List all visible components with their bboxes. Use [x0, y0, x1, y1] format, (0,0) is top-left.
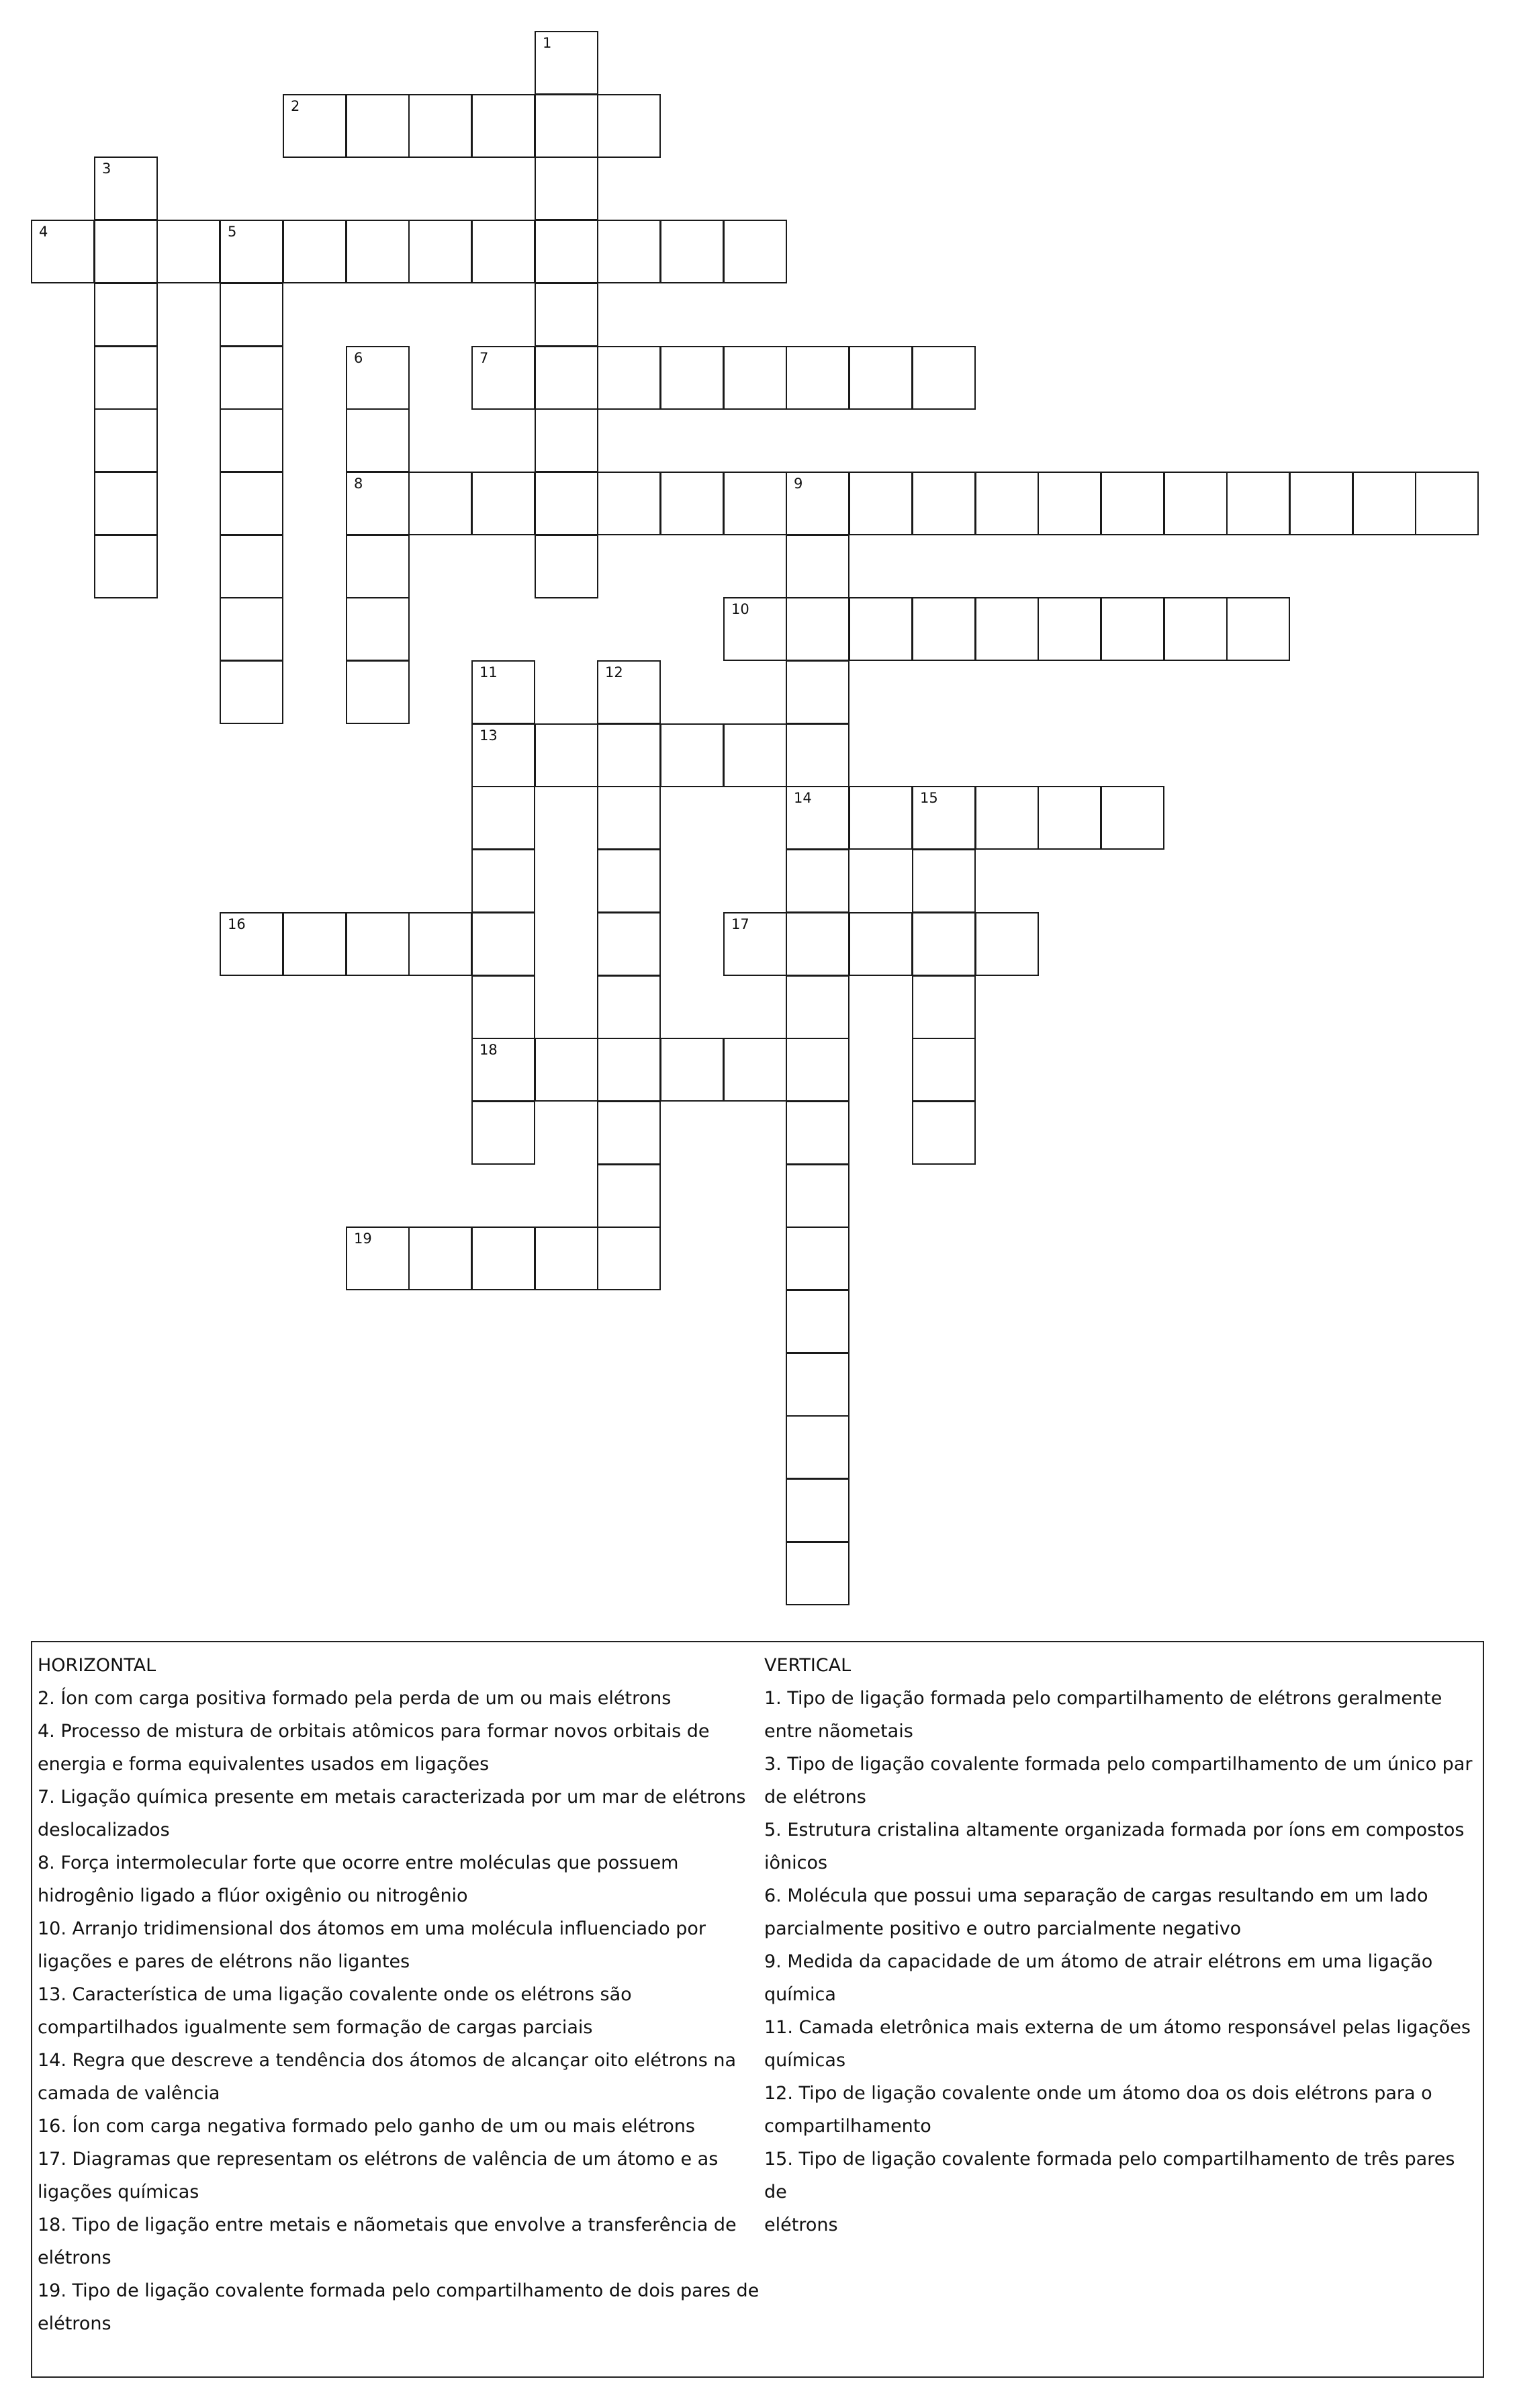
grid-cell[interactable] — [535, 94, 598, 158]
grid-cell[interactable] — [660, 220, 724, 283]
clue-line: 6. Molécula que possui uma separação de cargas resultando em um lado — [764, 1885, 1428, 1906]
grid-cell[interactable] — [912, 597, 976, 661]
grid-cell[interactable] — [786, 912, 850, 976]
clue-line: iônicos — [764, 1853, 828, 1873]
grid-cell[interactable] — [660, 472, 724, 535]
clue-number: 2 — [291, 98, 300, 114]
grid-cell[interactable] — [535, 220, 598, 283]
clue-line: 12. Tipo de ligação covalente onde um átomo doa os dois elétrons para o — [764, 2083, 1432, 2104]
grid-cell[interactable] — [786, 1164, 850, 1228]
clue-line: entre nãometais — [764, 1721, 913, 1742]
horizontal-clue-list — [38, 1682, 770, 2340]
horizontal-clue — [38, 2110, 770, 2143]
grid-cell[interactable] — [283, 220, 347, 283]
grid-cell[interactable] — [346, 472, 410, 535]
clue-line: químicas — [764, 2050, 846, 2071]
clue-number: 17 — [731, 916, 749, 932]
grid-cell[interactable] — [597, 660, 661, 724]
clue-line: 7. Ligação química presente em metais caracterizada por um mar de elétrons — [38, 1787, 746, 1808]
grid-cell[interactable] — [535, 408, 598, 472]
grid-cell[interactable] — [156, 220, 220, 283]
clue-number: 18 — [479, 1042, 498, 1058]
clue-line: elétrons — [38, 2247, 111, 2268]
clue-line: camada de valência — [38, 2083, 220, 2104]
clue-line: 1. Tipo de ligação formada pelo compartilhamento de elétrons geralmente — [764, 1688, 1442, 1709]
grid-cell[interactable] — [597, 1101, 661, 1165]
grid-cell[interactable] — [1101, 597, 1164, 661]
clue-line: parcialmente positivo e outro parcialmente negativo — [764, 1918, 1242, 1939]
grid-cell[interactable] — [408, 1227, 472, 1290]
grid-cell[interactable] — [912, 849, 976, 913]
grid-cell[interactable] — [723, 346, 787, 410]
grid-cell[interactable] — [786, 786, 850, 850]
grid-cell[interactable] — [660, 346, 724, 410]
clues-box — [31, 1641, 1484, 2378]
grid-cell[interactable] — [346, 660, 410, 724]
grid-cell[interactable] — [912, 1101, 976, 1165]
grid-cell[interactable] — [535, 535, 598, 598]
grid-cell[interactable] — [723, 472, 787, 535]
grid-cell[interactable] — [786, 535, 850, 598]
grid-cell[interactable] — [94, 157, 158, 220]
grid-cell[interactable] — [535, 472, 598, 535]
grid-cell[interactable] — [849, 346, 913, 410]
grid-cell[interactable] — [849, 912, 913, 976]
grid-cell[interactable] — [471, 472, 535, 535]
grid-cell[interactable] — [1101, 786, 1164, 850]
clue-line: química — [764, 1984, 836, 2005]
grid-cell[interactable] — [220, 283, 283, 347]
grid-cell[interactable] — [849, 472, 913, 535]
vertical-clues — [764, 1649, 1476, 2241]
grid-cell[interactable] — [660, 723, 724, 787]
grid-cell[interactable] — [597, 975, 661, 1039]
grid-cell[interactable] — [94, 408, 158, 472]
vertical-clue — [764, 2143, 1476, 2241]
clue-line: 5. Estrutura cristalina altamente organizada formada por íons em compostos — [764, 1820, 1465, 1840]
grid-cell[interactable] — [471, 1227, 535, 1290]
horizontal-clue — [38, 2274, 770, 2340]
vertical-clue — [764, 1879, 1476, 1945]
clue-line: 8. Força intermolecular forte que ocorre entre moléculas que possuem — [38, 1853, 679, 1873]
grid-cell[interactable] — [597, 1227, 661, 1290]
grid-cell[interactable] — [283, 912, 347, 976]
grid-cell[interactable] — [723, 723, 787, 787]
grid-cell[interactable] — [471, 660, 535, 724]
grid-cell[interactable] — [220, 660, 283, 724]
grid-cell[interactable] — [849, 786, 913, 850]
grid-cell[interactable] — [471, 723, 535, 787]
grid-cell[interactable] — [471, 1038, 535, 1102]
grid-cell[interactable] — [849, 597, 913, 661]
grid-cell[interactable] — [535, 1227, 598, 1290]
clue-line: ligações e pares de elétrons não ligantes — [38, 1951, 410, 1972]
grid-cell[interactable] — [408, 912, 472, 976]
clue-line: 16. Íon com carga negativa formado pelo ganho de um ou mais elétrons — [38, 2116, 695, 2137]
horizontal-clue — [38, 1846, 770, 1912]
clue-line: 17. Diagramas que representam os elétrons de valência de um átomo e as — [38, 2149, 719, 2170]
grid-cell[interactable] — [1164, 472, 1228, 535]
grid-cell[interactable] — [1289, 472, 1353, 535]
grid-cell[interactable] — [912, 346, 976, 410]
grid-cell[interactable] — [535, 1038, 598, 1102]
horizontal-clue — [38, 2143, 770, 2209]
clue-line: de elétrons — [764, 1787, 866, 1808]
vertical-clue — [764, 1814, 1476, 1879]
grid-cell[interactable] — [975, 912, 1039, 976]
grid-cell[interactable] — [220, 597, 283, 661]
grid-cell[interactable] — [786, 346, 850, 410]
clue-number: 8 — [354, 476, 363, 492]
grid-cell[interactable] — [597, 472, 661, 535]
grid-cell[interactable] — [1038, 597, 1101, 661]
vertical-clue — [764, 1945, 1476, 2011]
grid-cell[interactable] — [975, 472, 1039, 535]
vertical-clue — [764, 2077, 1476, 2143]
horizontal-clue — [38, 1781, 770, 1846]
grid-cell[interactable] — [786, 849, 850, 913]
clue-number: 10 — [731, 601, 749, 617]
grid-cell[interactable] — [94, 220, 158, 283]
vertical-clue-list — [764, 1682, 1476, 2241]
vertical-heading: VERTICAL — [764, 1655, 852, 1676]
grid-cell[interactable] — [535, 346, 598, 410]
grid-cell[interactable] — [786, 472, 850, 535]
grid-cell[interactable] — [346, 912, 410, 976]
clue-line: 11. Camada eletrônica mais externa de um átomo responsável pelas ligações — [764, 2017, 1471, 2038]
grid-cell[interactable] — [786, 1415, 850, 1479]
clue-number: 13 — [479, 727, 498, 744]
grid-cell[interactable] — [346, 220, 410, 283]
grid-cell[interactable] — [471, 94, 535, 158]
grid-cell[interactable] — [786, 1038, 850, 1102]
grid-cell[interactable] — [912, 975, 976, 1039]
grid-cell[interactable] — [220, 346, 283, 410]
clue-line: compartilhamento — [764, 2116, 931, 2137]
grid-cell[interactable] — [1038, 472, 1101, 535]
grid-cell[interactable] — [471, 220, 535, 283]
horizontal-clue — [38, 2044, 770, 2110]
grid-cell[interactable] — [31, 220, 95, 283]
clue-line: compartilhados igualmente sem formação de cargas parciais — [38, 2017, 593, 2038]
horizontal-clue — [38, 2209, 770, 2274]
grid-cell[interactable] — [346, 408, 410, 472]
vertical-clue — [764, 2011, 1476, 2077]
grid-cell[interactable] — [471, 912, 535, 976]
grid-cell[interactable] — [94, 535, 158, 598]
grid-cell[interactable] — [660, 1038, 724, 1102]
clue-line: 2. Íon com carga positiva formado pela perda de um ou mais elétrons — [38, 1688, 672, 1709]
clue-number: 14 — [794, 790, 812, 806]
clue-number: 9 — [794, 476, 803, 492]
grid-cell[interactable] — [912, 1038, 976, 1102]
grid-cell[interactable] — [912, 912, 976, 976]
grid-cell[interactable] — [471, 1101, 535, 1165]
horizontal-heading: HORIZONTAL — [38, 1655, 156, 1676]
grid-cell[interactable] — [220, 220, 283, 283]
vertical-clue — [764, 1748, 1476, 1814]
clue-number: 4 — [39, 224, 48, 240]
grid-cell[interactable] — [597, 346, 661, 410]
grid-cell[interactable] — [597, 849, 661, 913]
grid-cell[interactable] — [220, 535, 283, 598]
grid-cell[interactable] — [94, 283, 158, 347]
grid-cell[interactable] — [786, 1542, 850, 1605]
grid-cell[interactable] — [1352, 472, 1416, 535]
grid-cell[interactable] — [471, 849, 535, 913]
clue-line: 18. Tipo de ligação entre metais e nãometais que envolve a transferência de — [38, 2215, 737, 2235]
grid-cell[interactable] — [597, 94, 661, 158]
grid-cell[interactable] — [220, 912, 283, 976]
horizontal-clue — [38, 1978, 770, 2044]
grid-cell[interactable] — [786, 975, 850, 1039]
grid-cell[interactable] — [597, 786, 661, 850]
horizontal-clue — [38, 1912, 770, 1978]
grid-cell[interactable] — [723, 912, 787, 976]
grid-cell[interactable] — [786, 597, 850, 661]
grid-cell[interactable] — [723, 597, 787, 661]
clue-line: 15. Tipo de ligação covalente formada pelo compartilhamento de três pares de — [764, 2149, 1455, 2202]
clue-line: 14. Regra que descreve a tendência dos átomos de alcançar oito elétrons na — [38, 2050, 737, 2071]
clue-number: 6 — [354, 350, 363, 366]
grid-cell[interactable] — [535, 283, 598, 347]
grid-cell[interactable] — [912, 786, 976, 850]
horizontal-clue — [38, 1682, 770, 1715]
grid-cell[interactable] — [220, 408, 283, 472]
clue-line: energia e forma equivalentes usados em ligações — [38, 1754, 490, 1775]
clue-line: 13. Característica de uma ligação covalente onde os elétrons são — [38, 1984, 632, 2005]
grid-cell[interactable] — [1101, 472, 1164, 535]
grid-cell[interactable] — [723, 220, 787, 283]
grid-cell[interactable] — [471, 975, 535, 1039]
clue-number: 3 — [102, 161, 111, 177]
grid-cell[interactable] — [346, 535, 410, 598]
clue-number: 1 — [543, 35, 552, 51]
clue-line: 4. Processo de mistura de orbitais atômicos para formar novos orbitais de — [38, 1721, 710, 1742]
grid-cell[interactable] — [786, 723, 850, 787]
grid-cell[interactable] — [597, 912, 661, 976]
grid-cell[interactable] — [94, 346, 158, 410]
grid-cell[interactable] — [471, 346, 535, 410]
grid-cell[interactable] — [346, 1227, 410, 1290]
grid-cell[interactable] — [597, 220, 661, 283]
clue-number: 11 — [479, 664, 498, 680]
grid-cell[interactable] — [1226, 472, 1290, 535]
clue-number: 12 — [605, 664, 623, 680]
grid-cell[interactable] — [597, 723, 661, 787]
grid-cell[interactable] — [94, 472, 158, 535]
grid-cell[interactable] — [408, 94, 472, 158]
grid-cell[interactable] — [597, 1038, 661, 1102]
clue-line: 9. Medida da capacidade de um átomo de atrair elétrons em uma ligação — [764, 1951, 1433, 1972]
clue-line: ligações químicas — [38, 2182, 199, 2202]
grid-cell[interactable] — [535, 723, 598, 787]
grid-cell[interactable] — [535, 157, 598, 220]
clue-line: elétrons — [764, 2215, 838, 2235]
clue-number: 16 — [228, 916, 246, 932]
horizontal-clue — [38, 1715, 770, 1781]
grid-cell[interactable] — [535, 31, 598, 95]
grid-cell[interactable] — [283, 94, 347, 158]
grid-cell[interactable] — [408, 220, 472, 283]
grid-cell[interactable] — [786, 1353, 850, 1417]
grid-cell[interactable] — [408, 472, 472, 535]
grid-cell[interactable] — [597, 1164, 661, 1228]
grid-cell[interactable] — [786, 1478, 850, 1542]
grid-cell[interactable] — [912, 472, 976, 535]
clue-line: 10. Arranjo tridimensional dos átomos em uma molécula influenciado por — [38, 1918, 706, 1939]
clue-line: 19. Tipo de ligação covalente formada pelo compartilhamento de dois pares de — [38, 2280, 760, 2301]
grid-cell[interactable] — [1226, 597, 1290, 661]
grid-cell[interactable] — [786, 660, 850, 724]
grid-cell[interactable] — [471, 786, 535, 850]
clue-number: 5 — [228, 224, 237, 240]
grid-cell[interactable] — [975, 597, 1039, 661]
vertical-clue — [764, 1682, 1476, 1748]
clue-number: 7 — [479, 350, 489, 366]
clue-line: deslocalizados — [38, 1820, 170, 1840]
grid-cell[interactable] — [786, 1227, 850, 1290]
clue-number: 19 — [354, 1231, 372, 1247]
grid-cell[interactable] — [1164, 597, 1228, 661]
grid-cell[interactable] — [975, 786, 1039, 850]
grid-cell[interactable] — [346, 346, 410, 410]
grid-cell[interactable] — [1415, 472, 1479, 535]
horizontal-clues — [38, 1649, 770, 2340]
grid-cell[interactable] — [786, 1290, 850, 1353]
grid-cell[interactable] — [346, 94, 410, 158]
grid-cell[interactable] — [1038, 786, 1101, 850]
clue-line: 3. Tipo de ligação covalente formada pelo compartilhamento de um único par — [764, 1754, 1473, 1775]
clue-line: elétrons — [38, 2313, 111, 2334]
grid-cell[interactable] — [723, 1038, 787, 1102]
grid-cell[interactable] — [220, 472, 283, 535]
clue-number: 15 — [920, 790, 938, 806]
grid-cell[interactable] — [346, 597, 410, 661]
grid-cell[interactable] — [786, 1101, 850, 1165]
clue-line: hidrogênio ligado a flúor oxigênio ou nitrogênio — [38, 1885, 468, 1906]
